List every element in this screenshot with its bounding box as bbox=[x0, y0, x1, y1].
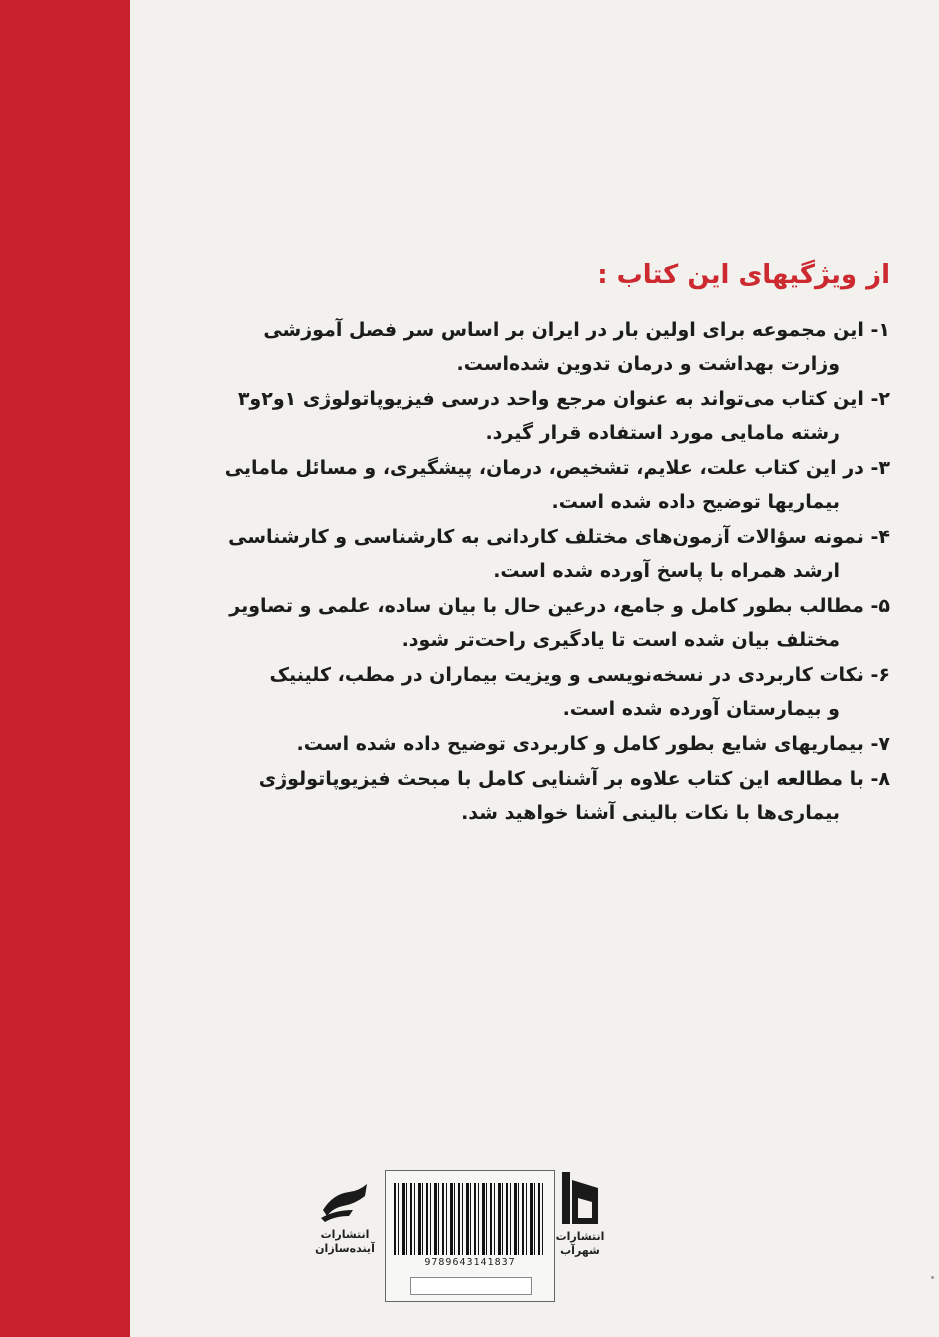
feature-item bbox=[175, 762, 890, 830]
publisher-right-line1: انتشارات bbox=[555, 1230, 605, 1243]
feature-item bbox=[175, 451, 890, 519]
barcode bbox=[394, 1183, 544, 1255]
publisher-left-line1: انتشارات bbox=[320, 1228, 370, 1241]
feature-line: بیماری‌ها با نکات بالینی آشنا خواهید شد. bbox=[461, 802, 840, 824]
publisher-right-line2: شهرآب bbox=[560, 1244, 600, 1257]
feature-line: ۳- در این کتاب علت، علایم، تشخیص، درمان، پیشگیری، و مسائل مامایی bbox=[224, 457, 890, 479]
feature-item bbox=[175, 520, 890, 588]
barcode-label bbox=[385, 1170, 555, 1302]
feature-item bbox=[175, 313, 890, 381]
feature-item bbox=[175, 727, 890, 761]
feature-line: ۲- این کتاب می‌تواند به عنوان مرجع واحد درسی فیزیوپاتولوژی ۱و۲و۳ bbox=[237, 388, 890, 410]
book-hand-icon bbox=[319, 1180, 371, 1224]
feature-item bbox=[175, 382, 890, 450]
feature-line: بیماریها توضیح داده شده است. bbox=[551, 491, 840, 513]
features-list bbox=[175, 313, 890, 830]
feature-line: ۴- نمونه سؤالات آزمون‌های مختلف کاردانی به کارشناسی و کارشناسی bbox=[228, 526, 890, 548]
feature-line: ۷- بیماریهای شایع بطور کامل و کاربردی توضیح داده شده است. bbox=[296, 733, 890, 755]
print-mark bbox=[931, 1276, 934, 1279]
feature-line: ۱- این مجموعه برای اولین بار در ایران بر اساس سر فصل آموزشی bbox=[263, 319, 890, 341]
publisher-right bbox=[550, 1170, 610, 1258]
features-section bbox=[175, 255, 890, 831]
isbn-number: 9789643141837 bbox=[424, 1257, 516, 1268]
feature-line: ۸- با مطالعه این کتاب علاوه بر آشنایی کامل با مبحث فیزیوپاتولوژی bbox=[258, 768, 890, 790]
feature-line: و بیمارستان آورده شده است. bbox=[562, 698, 840, 720]
publisher-left-line2: آینده‌سازان bbox=[315, 1242, 375, 1255]
publisher-left bbox=[300, 1180, 390, 1256]
publisher-footer bbox=[300, 1170, 660, 1320]
feature-line: مختلف بیان شده است تا یادگیری راحت‌تر شود. bbox=[401, 629, 840, 651]
feature-line: ۶- نکات کاربردی در نسخه‌نویسی و ویزیت بیماران در مطب، کلینیک bbox=[269, 664, 890, 686]
red-spine bbox=[0, 0, 130, 1337]
feature-line: ارشد همراه با پاسخ آورده شده است. bbox=[493, 560, 840, 582]
feature-line: ۵- مطالب بطور کامل و جامع، درعین حال با بیان ساده، علمی و تصاویر bbox=[229, 595, 890, 617]
shahrab-logo-icon bbox=[558, 1170, 602, 1226]
feature-line: رشته مامایی مورد استفاده قرار گیرد. bbox=[485, 422, 840, 444]
feature-line: وزارت بهداشت و درمان تدوین شده‌است. bbox=[456, 353, 840, 375]
feature-item bbox=[175, 658, 890, 726]
feature-item bbox=[175, 589, 890, 657]
features-heading: از ویژگیهای این کتاب : bbox=[597, 260, 890, 290]
price-box bbox=[410, 1277, 532, 1295]
